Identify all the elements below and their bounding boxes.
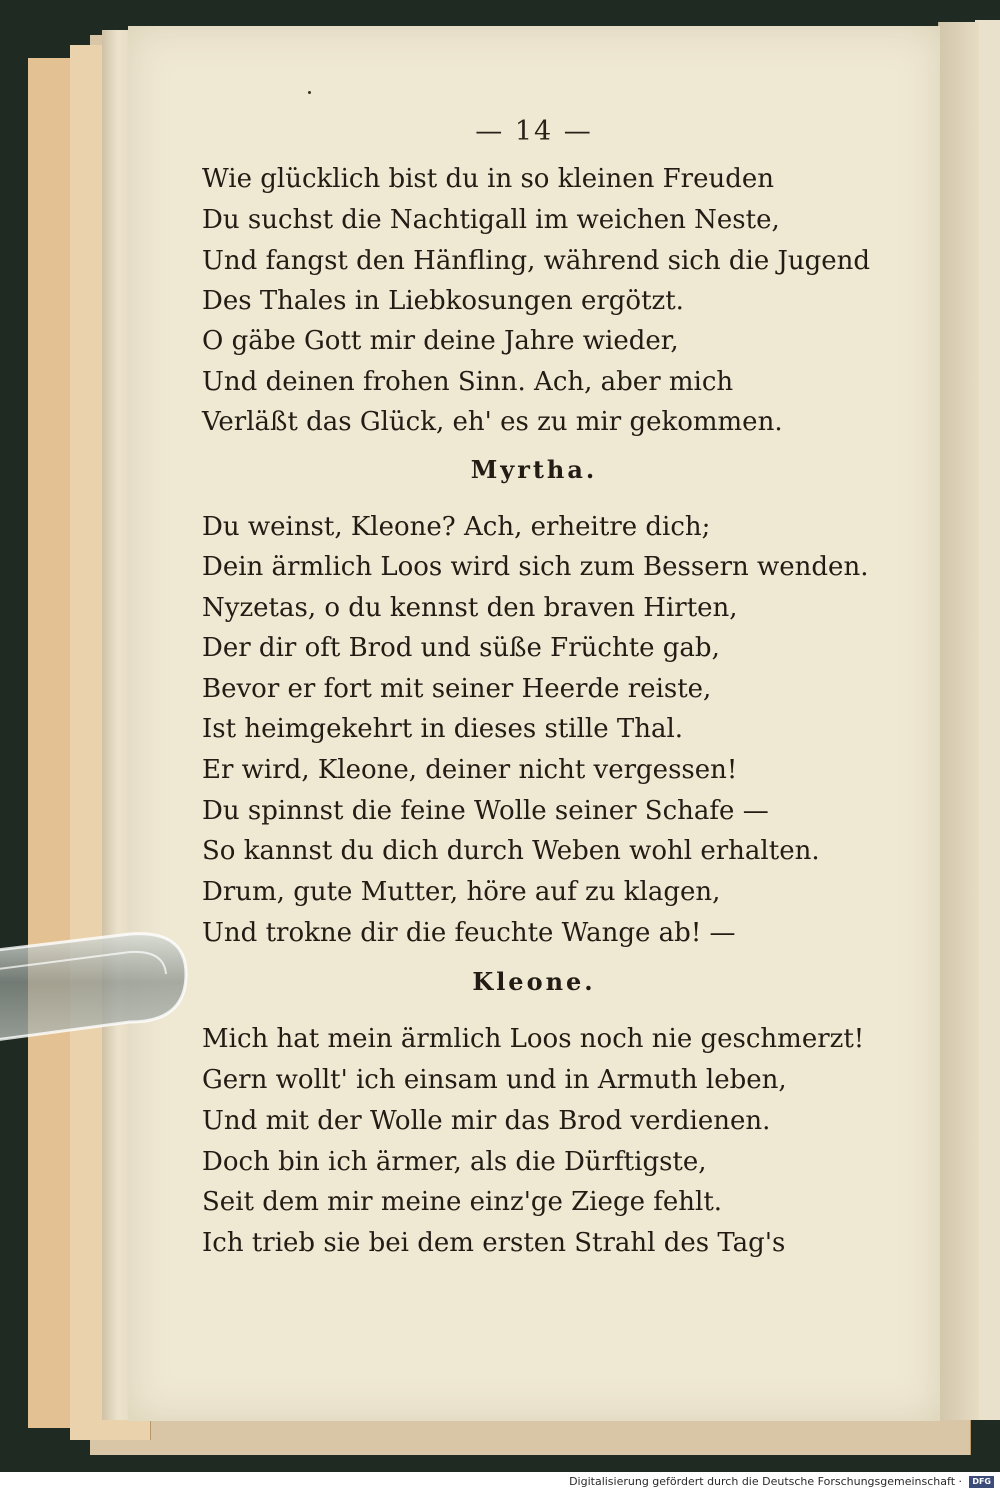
verse-line: O gäbe Gott mir deine Jahre wieder, <box>202 326 679 356</box>
glass-page-weight <box>0 930 190 1048</box>
verse-line: Drum, gute Mutter, höre auf zu klagen, <box>202 877 721 907</box>
page-number: — 14 — <box>475 116 593 147</box>
verse-line: Seit dem mir meine einz'ge Ziege fehlt. <box>202 1187 723 1217</box>
verse-line: Mich hat mein ärmlich Loos noch nie geschmerzt! <box>202 1024 865 1054</box>
digitization-footer <box>0 1472 1000 1492</box>
dfg-logo-icon: DFG <box>969 1476 994 1488</box>
verse-line: So kannst du dich durch Weben wohl erhalten. <box>202 836 820 866</box>
ink-speck <box>308 91 311 94</box>
book-page <box>128 26 940 1421</box>
verse-line: Er wird, Kleone, deiner nicht vergessen! <box>202 755 738 785</box>
verse-line: Doch bin ich ärmer, als die Dürftigste, <box>202 1147 707 1177</box>
verse-line: Und mit der Wolle mir das Brod verdienen. <box>202 1106 771 1136</box>
verse-line: Und fangst den Hänfling, während sich die Jugend <box>202 246 871 276</box>
verse-line: Bevor er fort mit seiner Heerde reiste, <box>202 674 712 704</box>
verse-line: Du spinnst die feine Wolle seiner Schafe — <box>202 796 769 826</box>
verse-line: Dein ärmlich Loos wird sich zum Bessern wenden. <box>202 552 869 582</box>
page-stack-right-edge <box>938 22 979 1420</box>
verse-line: Gern wollt' ich einsam und in Armuth leben, <box>202 1065 787 1095</box>
verse-line: Der dir oft Brod und süße Früchte gab, <box>202 633 720 663</box>
speaker-heading-myrtha: Myrtha. <box>470 455 598 484</box>
verse-line: Du weinst, Kleone? Ach, erheitre dich; <box>202 512 711 542</box>
funding-credit: Digitalisierung gefördert durch die Deutsche Forschungsgemeinschaft · <box>569 1475 962 1488</box>
verse-line: Verläßt das Glück, eh' es zu mir gekommen. <box>202 407 783 437</box>
verse-line: Du suchst die Nachtigall im weichen Neste, <box>202 205 780 235</box>
verse-line: Und deinen frohen Sinn. Ach, aber mich <box>202 367 734 397</box>
verse-line: Wie glücklich bist du in so kleinen Freuden <box>202 164 774 194</box>
verse-line: Ich trieb sie bei dem ersten Strahl des Tag's <box>202 1228 786 1258</box>
verse-line: Nyzetas, o du kennst den braven Hirten, <box>202 593 738 623</box>
speaker-heading-kleone: Kleone. <box>472 967 596 996</box>
verse-line: Des Thales in Liebkosungen ergötzt. <box>202 286 684 316</box>
verse-line: Ist heimgekehrt in dieses stille Thal. <box>202 714 684 744</box>
verse-line: Und trokne dir die feuchte Wange ab! — <box>202 918 736 948</box>
